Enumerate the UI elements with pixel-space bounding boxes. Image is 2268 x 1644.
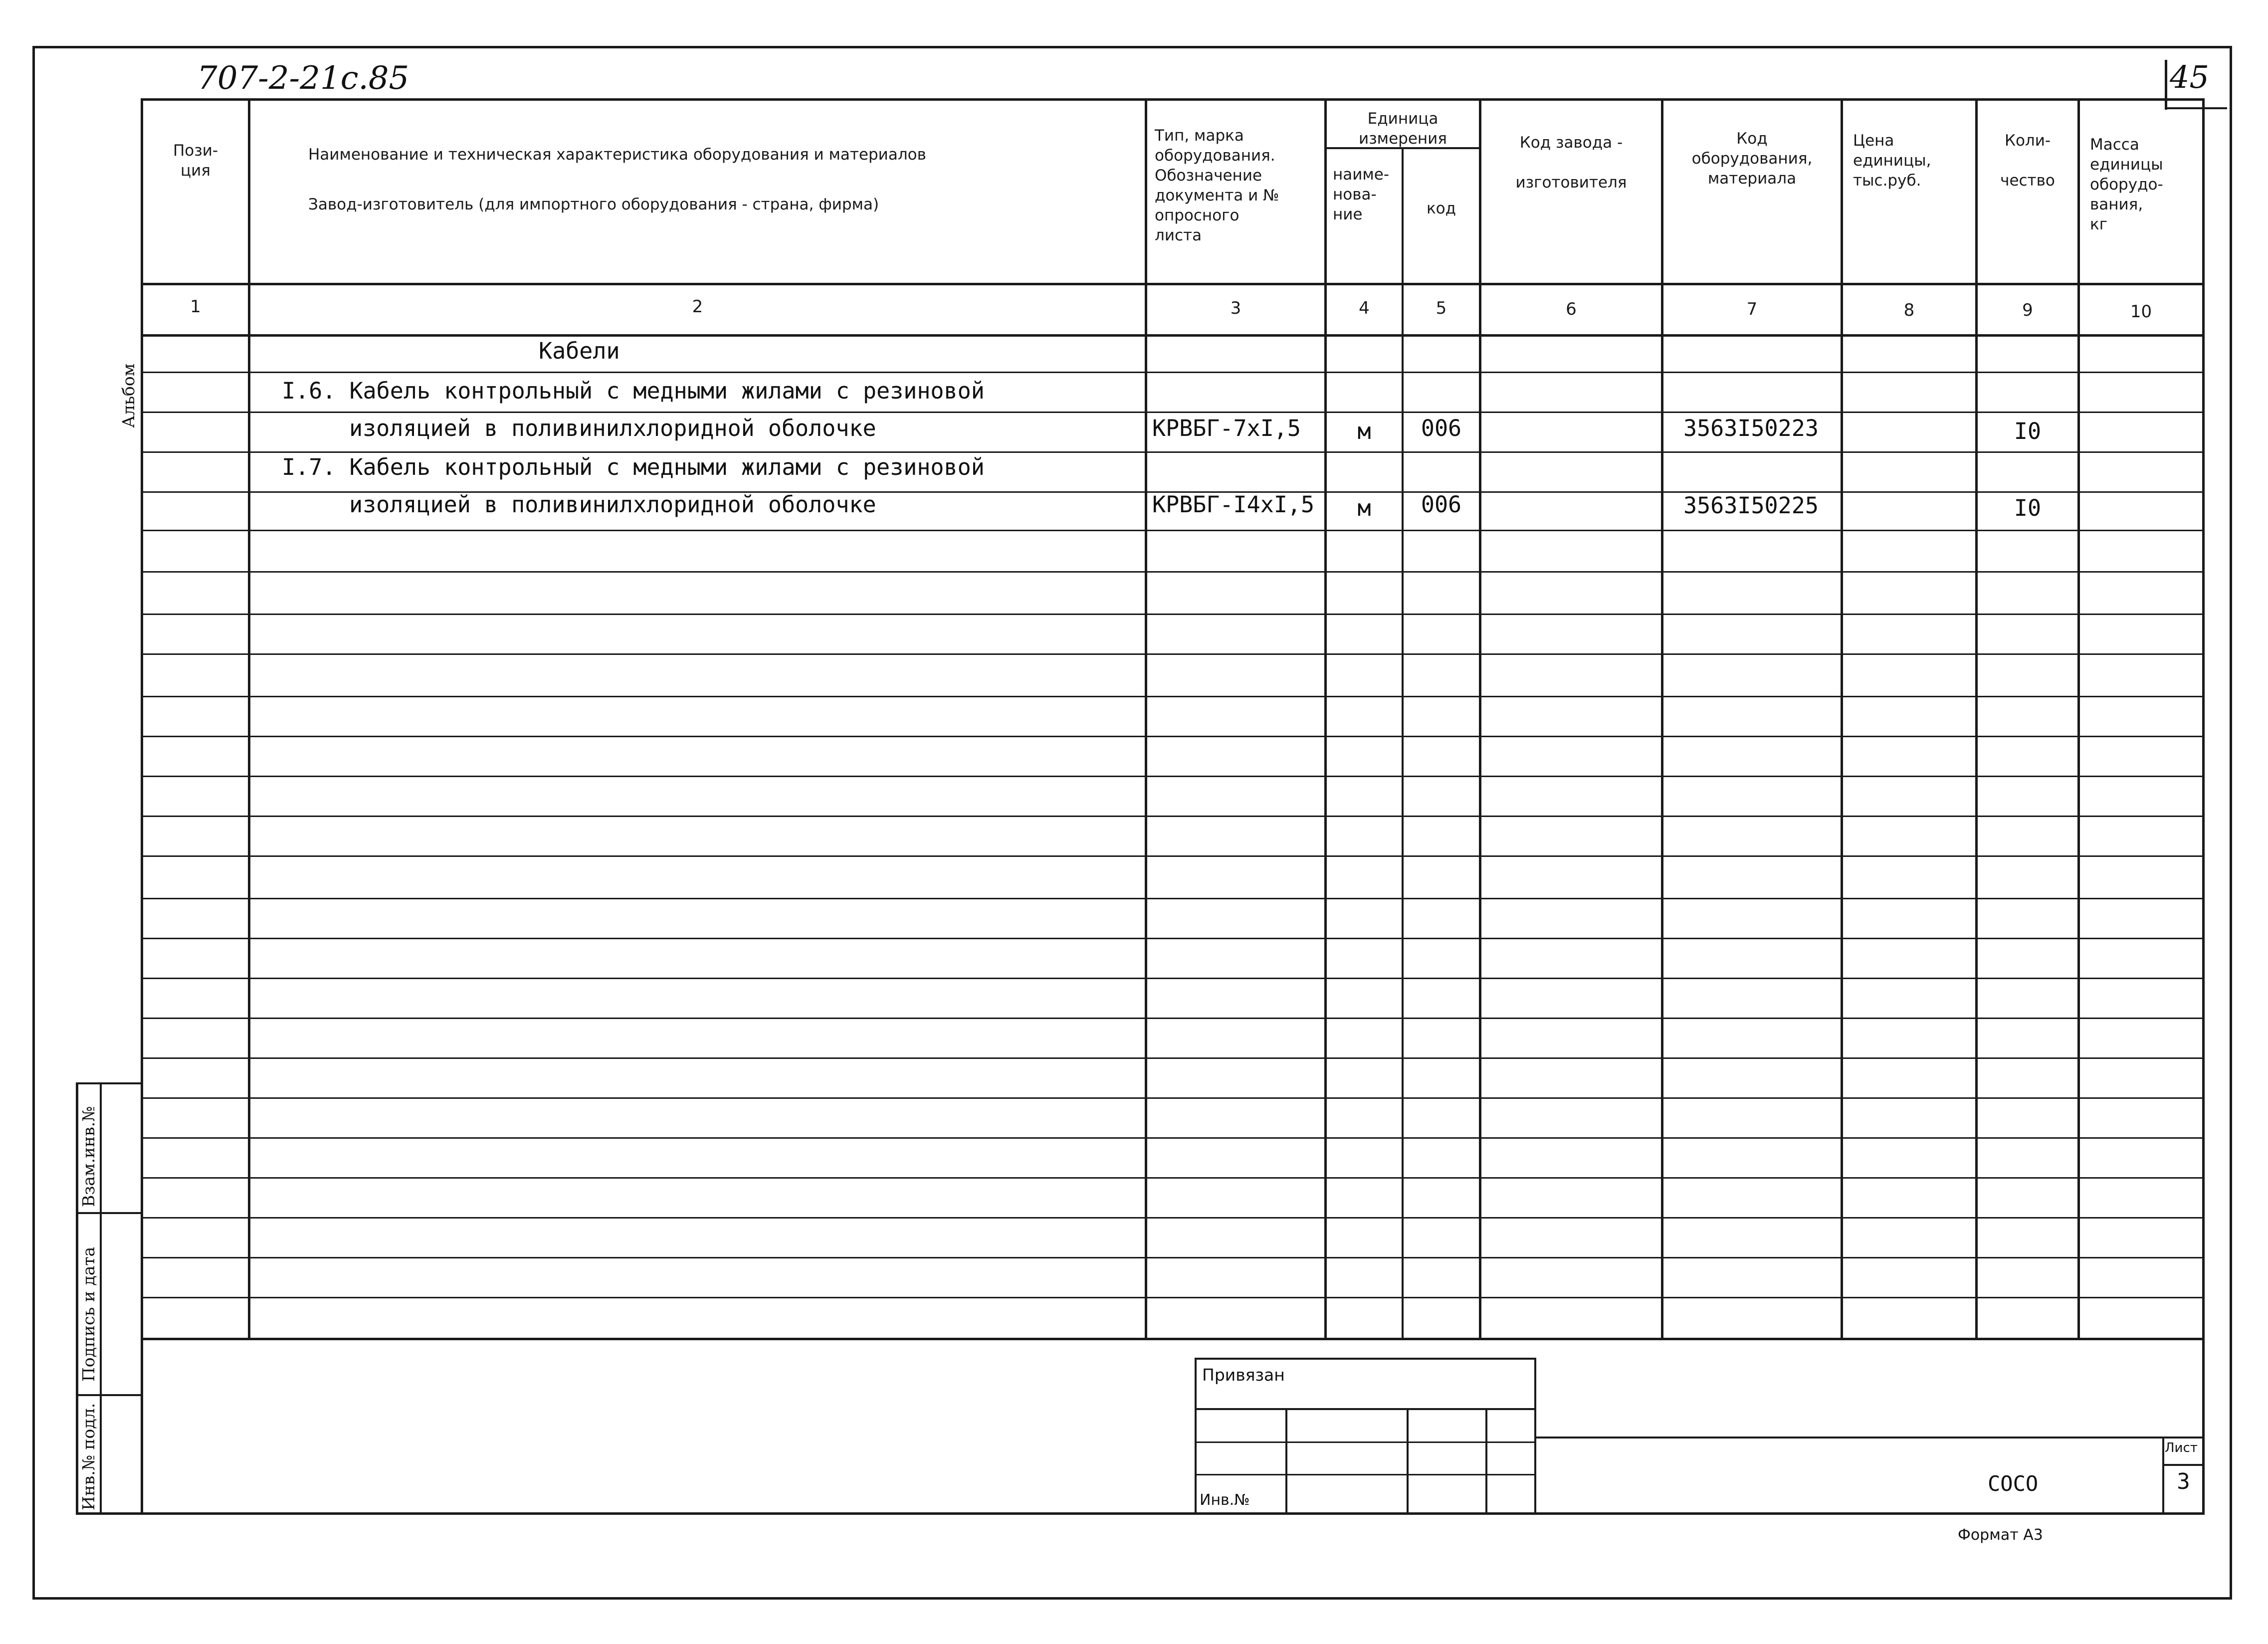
row-rule xyxy=(141,1057,2205,1059)
column-number-8: 8 xyxy=(1903,300,1915,320)
header-name-line1: Наименование и техническая характеристика оборудования и материалов xyxy=(308,146,926,164)
row-rule xyxy=(141,530,2205,531)
item-1-6-unit-code: 006 xyxy=(1421,415,1462,441)
outer-frame-left xyxy=(32,46,35,1600)
outer-frame-top xyxy=(32,46,2232,48)
stamp-top xyxy=(1195,1358,1536,1360)
header-price: Цена единицы, тыс.руб. xyxy=(1853,132,1931,190)
row-rule xyxy=(141,1297,2205,1298)
item-1-7-name-line2: изоляцией в поливинилхлоридной оболочке xyxy=(349,491,876,518)
column-number-10: 10 xyxy=(2130,302,2152,322)
document-code: СОСО xyxy=(1988,1471,2039,1496)
side-label-inv-podl: Инв.№ подл. xyxy=(79,1403,98,1510)
item-1-7-quantity: I0 xyxy=(2014,495,2042,521)
column-number-1: 1 xyxy=(190,297,201,317)
stamp-col-1 xyxy=(1285,1408,1287,1515)
row-rule xyxy=(141,696,2205,697)
section-title: Кабели xyxy=(539,338,620,364)
table-top xyxy=(141,98,2205,101)
column-number-4: 4 xyxy=(1359,298,1370,318)
column-number-9: 9 xyxy=(2022,300,2033,320)
item-1-7-type: КРВБГ-I4хI,5 xyxy=(1152,491,1315,518)
outer-frame-bottom xyxy=(32,1597,2232,1600)
header-unit-name: наиме- нова- ние xyxy=(1333,166,1390,223)
stamp-inv-no: Инв.№ xyxy=(1200,1491,1250,1509)
side-label-album: Альбом xyxy=(119,363,138,428)
sheet-label: Лист xyxy=(2165,1440,2198,1455)
row-rule xyxy=(141,776,2205,777)
side-label-podpis-data: Подпись и дата xyxy=(79,1246,98,1382)
column-number-2: 2 xyxy=(692,297,703,317)
table-bottom xyxy=(141,1512,2205,1515)
column-number-7: 7 xyxy=(1746,299,1758,319)
header-plant-code: Код завода - изготовителя xyxy=(1515,134,1627,192)
row-rule xyxy=(141,614,2205,615)
header-name-line2: Завод-изготовитель (для импортного оборудования - страна, фирма) xyxy=(308,196,879,213)
column-number-row-bottom xyxy=(141,334,2205,337)
row-rule xyxy=(141,816,2205,817)
row-rule xyxy=(141,451,2205,453)
header-bottom xyxy=(141,283,2205,285)
side-stamp-divider-1 xyxy=(76,1212,142,1214)
table-right xyxy=(2202,98,2205,1515)
item-1-6-quantity: I0 xyxy=(2014,418,2042,444)
header-mass: Масса единицы оборудо- вания, кг xyxy=(2090,136,2163,233)
page-number-box-bottom xyxy=(2165,107,2227,109)
item-1-7-material-code: 3563I50225 xyxy=(1683,492,1819,519)
header-unit-code: код xyxy=(1426,200,1456,217)
row-rule xyxy=(141,372,2205,373)
row-rule xyxy=(141,938,2205,939)
row-rule xyxy=(141,1018,2205,1019)
sheet-box-divider xyxy=(2162,1464,2205,1466)
header-material-code: Код оборудования, материала xyxy=(1691,130,1813,188)
row-rule xyxy=(141,653,2205,655)
column-number-6: 6 xyxy=(1566,299,1577,319)
header-type: Тип, марка оборудования. Обозначение документа и № опросного листа xyxy=(1155,127,1279,244)
format-label: Формат А3 xyxy=(1958,1526,2043,1544)
title-block-top xyxy=(1534,1437,2205,1438)
sheet-number: 3 xyxy=(2177,1469,2190,1494)
row-rule xyxy=(141,1177,2205,1179)
item-1-6-material-code: 3563I50223 xyxy=(1683,415,1819,441)
row-rule xyxy=(141,1257,2205,1258)
side-stamp-divider-2 xyxy=(76,1394,142,1396)
col-divider-4 xyxy=(1402,147,1404,1338)
document-number: 707-2-21с.85 xyxy=(197,60,410,97)
item-1-6-unit: м xyxy=(1357,418,1371,444)
row-rule xyxy=(141,411,2205,413)
side-stamp-bottom xyxy=(76,1512,142,1515)
header-unit-group: Единица измерения xyxy=(1359,110,1447,148)
item-1-6-type: КРВБГ-7хI,5 xyxy=(1152,415,1301,441)
item-1-7-name-line1: I.7. Кабель контрольный с медными жилами с резиновой xyxy=(282,454,985,480)
page-number-box-left xyxy=(2165,60,2167,110)
side-label-vzam-inv: Взам.инв.№ xyxy=(79,1106,98,1207)
outer-frame-right xyxy=(2230,46,2232,1600)
row-rule xyxy=(141,855,2205,857)
stamp-col-2 xyxy=(1407,1408,1409,1515)
column-number-3: 3 xyxy=(1230,298,1241,318)
header-quantity: Коли- чество xyxy=(2000,132,2055,190)
row-rule xyxy=(141,1217,2205,1219)
item-1-7-unit-code: 006 xyxy=(1421,491,1462,518)
side-stamp-left xyxy=(76,1082,78,1515)
stamp-col-3 xyxy=(1485,1408,1487,1515)
row-rule xyxy=(141,1338,2205,1340)
stamp-privyazan: Привязан xyxy=(1202,1365,1285,1385)
row-rule xyxy=(141,1137,2205,1139)
item-1-6-name-line1: I.6. Кабель контрольный с медными жилами с резиновой xyxy=(282,378,985,404)
row-rule xyxy=(141,1097,2205,1099)
item-1-6-name-line2: изоляцией в поливинилхлоридной оболочке xyxy=(349,415,876,441)
row-rule xyxy=(141,898,2205,899)
column-number-5: 5 xyxy=(1436,298,1447,318)
side-stamp-top xyxy=(76,1082,142,1084)
row-rule xyxy=(141,571,2205,573)
item-1-7-unit: м xyxy=(1357,495,1371,521)
stamp-left xyxy=(1195,1358,1197,1515)
row-rule xyxy=(141,736,2205,737)
page-number: 45 xyxy=(2170,59,2209,95)
side-stamp-inner xyxy=(100,1082,102,1515)
row-rule xyxy=(141,978,2205,979)
header-position: Пози- ция xyxy=(173,142,218,180)
